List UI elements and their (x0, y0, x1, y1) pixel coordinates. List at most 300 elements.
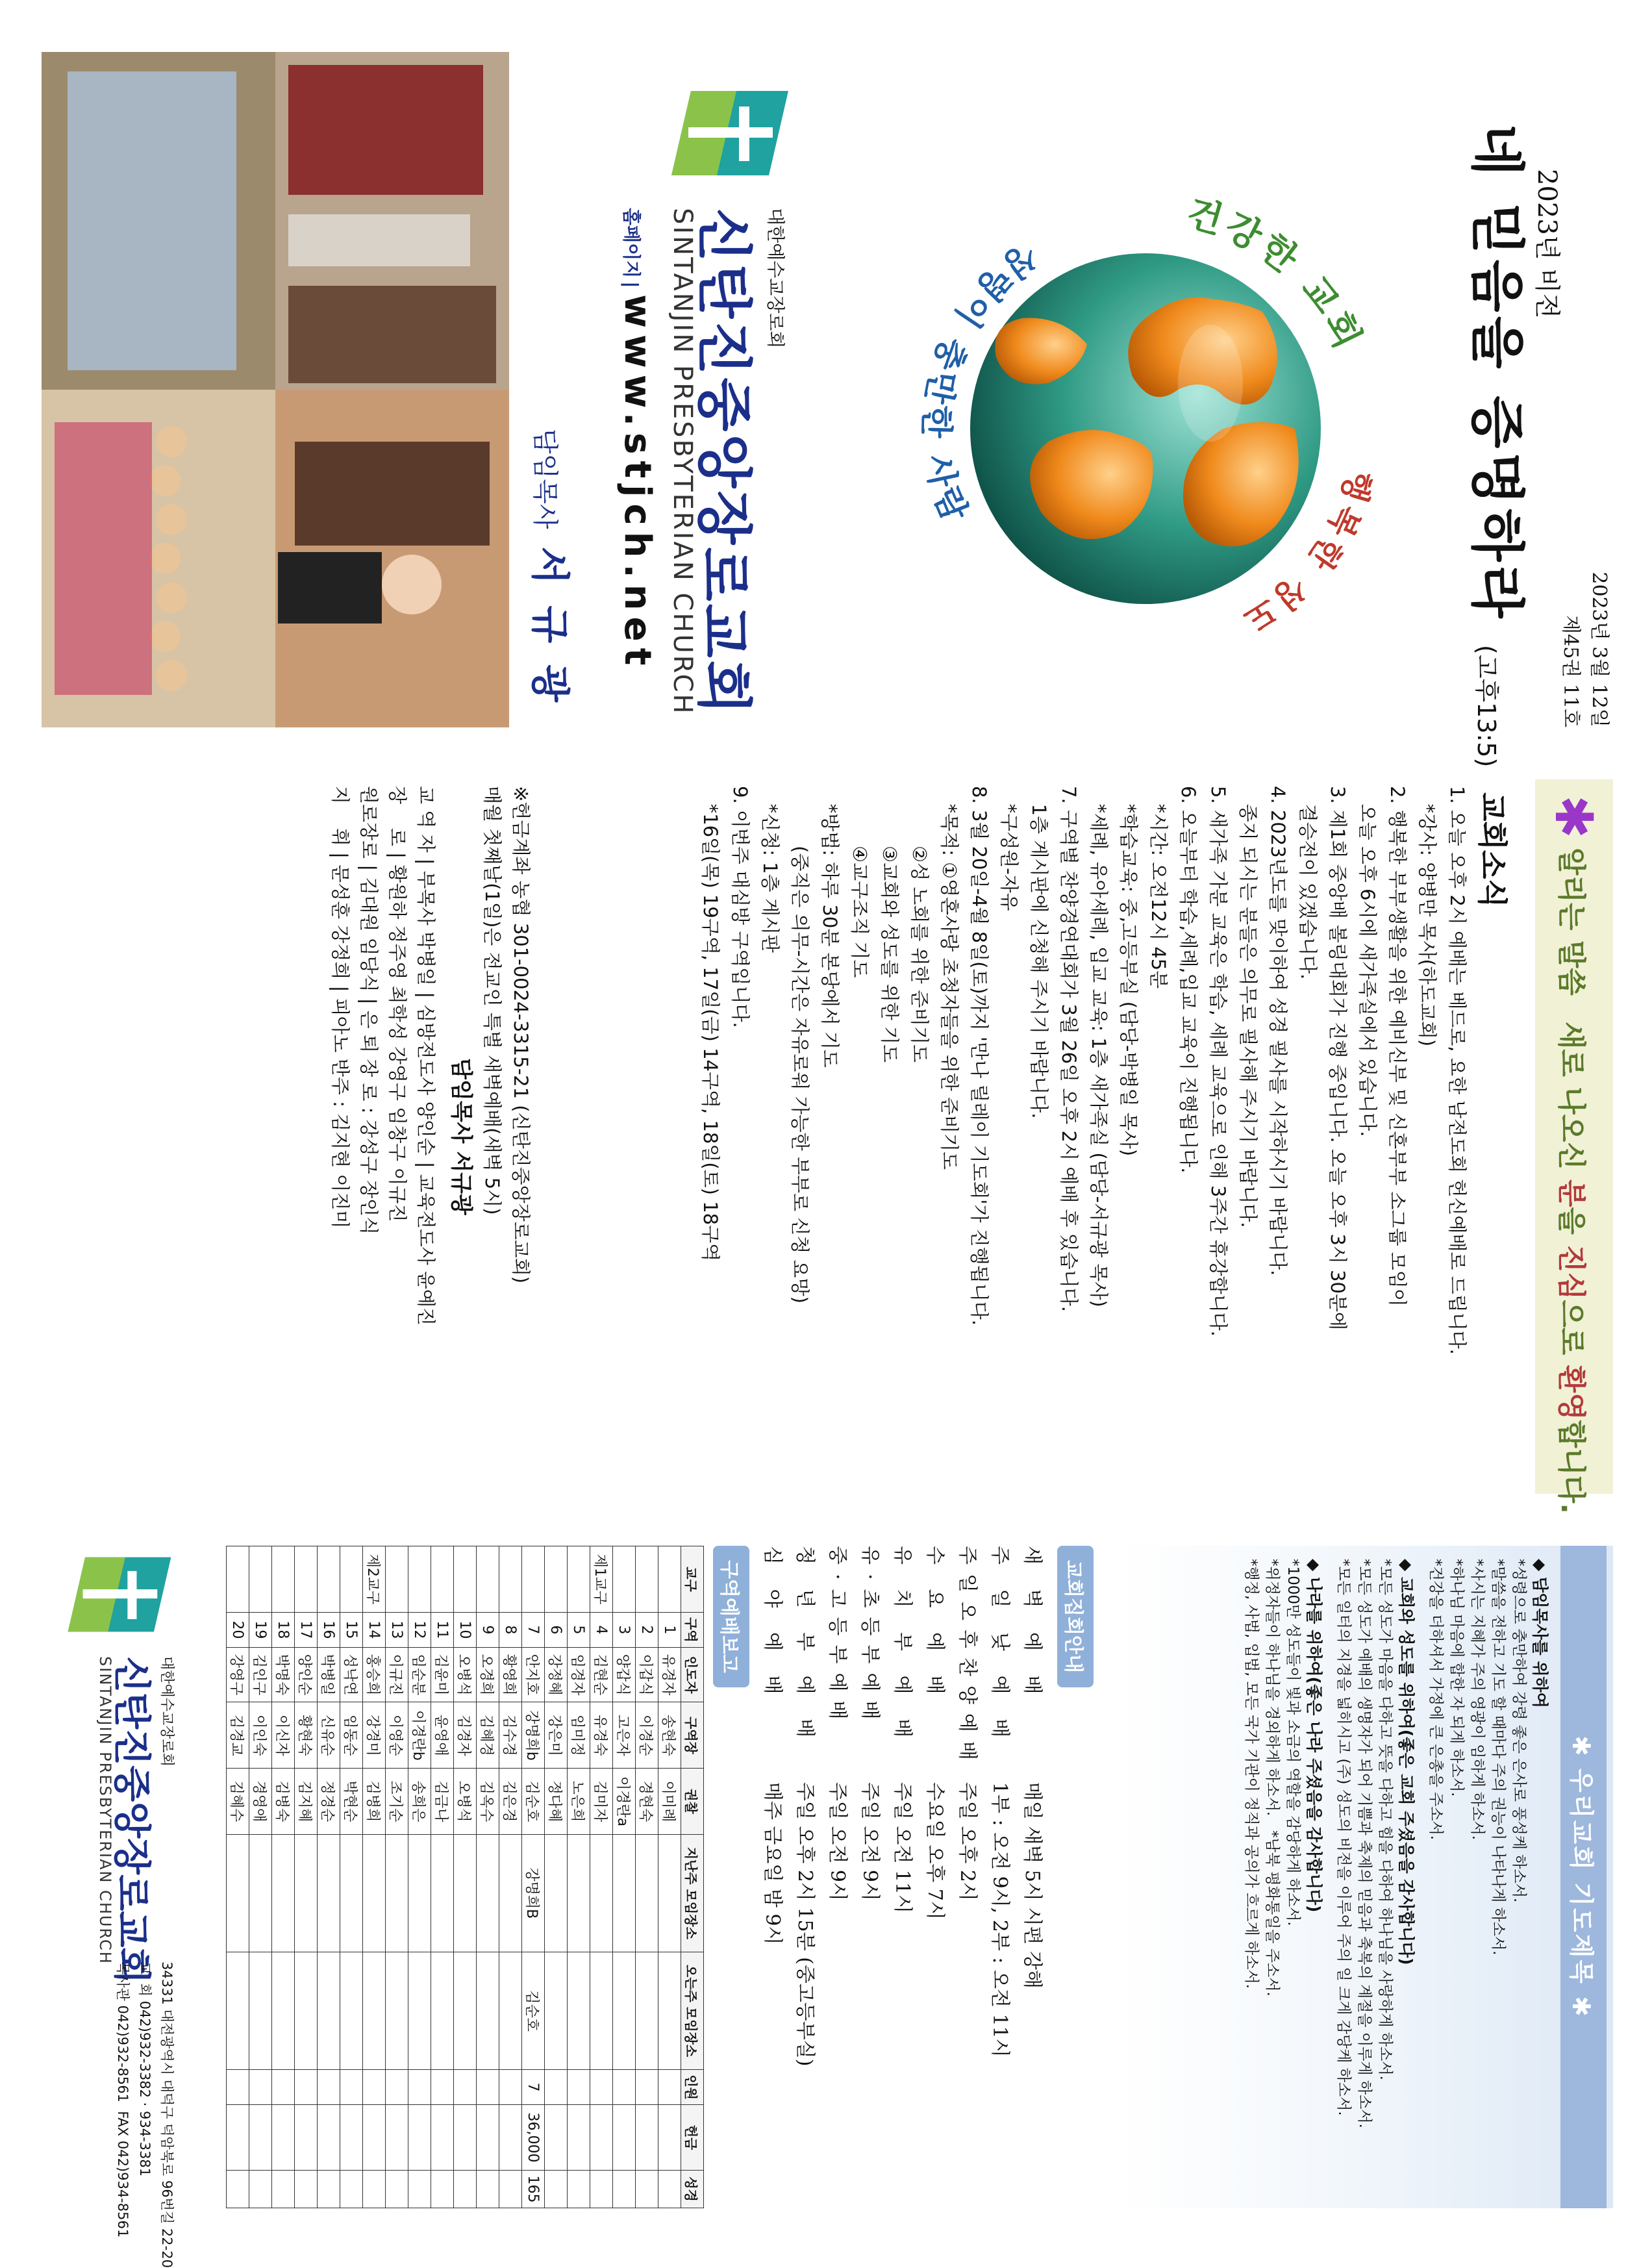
report-cell (499, 1834, 522, 1952)
staff-line: 원로장로 | 김대원 임당식 | 은 퇴 장 로 : 강성구 장인식 (358, 786, 380, 1235)
report-cell (499, 1952, 522, 2069)
worship-time: 매주 금요일 밤 9시 (761, 1782, 784, 1945)
prayer-item: *건강을 더하셔서 가정에 큰 은총을 주소서. (1427, 1559, 1444, 1841)
news-item: *강사: 양병만 목사(하도교회) (1416, 786, 1438, 1047)
worship-schedule (756, 1546, 1094, 2208)
report-cell: 안지호 (522, 1647, 545, 1702)
report-cell: 김인구 (249, 1647, 272, 1702)
report-row (340, 1546, 363, 2208)
report-row (613, 1546, 636, 2208)
news-item: 5. 새가족 가분 교육은 학습, 세례 교육으로 인해 3주간 휴강합니다. (1207, 786, 1229, 1337)
report-cell: 제1교구 (590, 1546, 613, 1613)
cover-panel (42, 52, 1613, 768)
news-item: 4. 2023년도를 맞이하여 성경 필사를 시작하시기 바랍니다. (1267, 786, 1289, 1276)
prayer-item: *성령으로 충만하여 강령 좋은 은사로 풍성케 하소서. (1510, 1559, 1527, 1903)
district-report (226, 1546, 749, 2208)
report-cell: 9 (477, 1612, 499, 1647)
report-cell (340, 2105, 363, 2171)
report-cell (568, 1834, 590, 1952)
vision-title (1462, 123, 1540, 767)
report-cell (477, 2105, 499, 2171)
report-cell (249, 1834, 272, 1952)
report-cell: 임미정 (568, 1702, 590, 1769)
report-cell (295, 1546, 318, 1613)
report-cell (249, 2171, 272, 2208)
news-item: *시간: 오전12시 45분 (1147, 786, 1170, 989)
worship-name: 심 야 예 배 (761, 1546, 784, 1704)
report-cell: 김지혜 (295, 1769, 318, 1834)
church-cross-logo-icon (665, 78, 795, 188)
footer-brand (55, 1546, 184, 2268)
report-row (454, 1546, 477, 2208)
report-cell (499, 2070, 522, 2105)
report-cell (295, 1834, 318, 1952)
news-panel (42, 779, 1613, 1514)
report-cell: 3 (613, 1612, 636, 1647)
vision-year: 2023년 비전 (1532, 169, 1562, 319)
worship-row (788, 1546, 821, 2079)
news-item: 1. 오늘 오후 2시 예배는 베드로, 요한 남전도회 헌신예배로 드립니다. (1446, 786, 1468, 1355)
report-header-cell: 성경 (681, 2171, 704, 2208)
report-cell (408, 1546, 431, 1613)
report-cell: 20 (227, 1612, 249, 1647)
report-cell: 윤영애 (431, 1702, 454, 1769)
report-cell (386, 1834, 408, 1952)
worship-row (821, 1546, 853, 2079)
report-cell: 임동순 (340, 1702, 363, 1769)
report-cell: 12 (408, 1612, 431, 1647)
report-cell: 1 (658, 1612, 681, 1647)
report-cell: 김옥수 (477, 1769, 499, 1834)
report-cell: 2 (636, 1612, 658, 1647)
cover-church-english: SINTANJIN PRESBYTERIAN CHURCH (668, 208, 697, 716)
prayer-item: *하나님 마음에 합한 자 되게 하소서. (1448, 1559, 1465, 1797)
report-header-cell: 구역 (681, 1612, 704, 1647)
report-cell (386, 1546, 408, 1613)
report-cell: 165 (522, 2171, 545, 2208)
report-cell (272, 1834, 295, 1952)
report-cell (568, 1952, 590, 2069)
report-row (522, 1546, 545, 2208)
report-cell: 8 (499, 1612, 522, 1647)
report-cell (363, 2171, 386, 2208)
report-cell (568, 2171, 590, 2208)
vision-scripture-ref: (고후13:5) (1472, 644, 1501, 768)
report-cell: 이경순 (636, 1702, 658, 1769)
report-header-cell: 교구 (681, 1546, 704, 1613)
report-cell: 이영순 (386, 1702, 408, 1769)
report-cell (318, 2105, 340, 2171)
report-row (431, 1546, 454, 2208)
report-cell: 36,000 (522, 2105, 545, 2171)
offering-account: ※헌금계좌 농협 301-0024-3315-21 (신탄진중앙장로교회) (510, 786, 532, 1284)
report-cell (318, 2171, 340, 2208)
report-cell (340, 2070, 363, 2105)
prayer-item: *모든 성도가 마음을 다하고 뜻을 다하고 힘을 다하여 하나님을 사랑하게 하소서. (1377, 1559, 1394, 2080)
worship-name: 중·고등부예배 (826, 1546, 849, 1729)
news-item: *방법: 하루 30분 본당에서 기도 (819, 786, 841, 1068)
report-cell (363, 1952, 386, 2069)
worship-row (983, 1546, 1016, 2079)
report-cell (272, 1546, 295, 1613)
worship-row (918, 1546, 951, 2079)
report-cell (477, 1834, 499, 1952)
report-cell (408, 2105, 431, 2171)
report-cell (658, 1546, 681, 1613)
report-cell (340, 2171, 363, 2208)
report-row (636, 1546, 658, 2208)
report-cell: 18 (272, 1612, 295, 1647)
worship-name: 수 요 예 배 (923, 1546, 946, 1704)
report-cell: 양인순 (295, 1647, 318, 1702)
news-item: *신청: 1층 게시판 (759, 786, 781, 953)
report-row (386, 1546, 408, 2208)
prayer-heading: ◆ 교회와 성도를 위하여(좋은 교회 주셨음을 감사합니다) (1397, 1559, 1416, 1965)
report-cell: 김경자 (454, 1702, 477, 1769)
report-cell (340, 1952, 363, 2069)
report-cell (499, 2105, 522, 2171)
report-cell (386, 2171, 408, 2208)
report-header-cell: 지난주 모임장소 (681, 1834, 704, 1952)
report-cell: 4 (590, 1612, 613, 1647)
report-cell: 유경숙 (590, 1702, 613, 1769)
report-cell: 박병일 (318, 1647, 340, 1702)
report-cell (227, 1834, 249, 1952)
arc-text-blue: 성령이 충만한 사람 (916, 234, 1045, 531)
report-cell: 강명희b (522, 1702, 545, 1769)
report-header-cell: 구역장 (681, 1702, 704, 1769)
news-item: 3. 제1회 중앙배 볼링대회가 진행 중입니다. 오늘 오후 3시 30분에 (1327, 786, 1349, 1330)
vision-title-text: 네 믿음을 증명하라 (1465, 123, 1529, 622)
report-cell (249, 1952, 272, 2069)
report-cell: 신유순 (318, 1702, 340, 1769)
report-cell (340, 1834, 363, 1952)
report-table (226, 1546, 704, 2208)
report-cell (477, 1546, 499, 1613)
report-cell (386, 2070, 408, 2105)
report-cell (636, 1952, 658, 2069)
report-cell (636, 2070, 658, 2105)
report-cell (477, 2070, 499, 2105)
news-item: ③교회와 성도를 위한 기도 (879, 786, 901, 1063)
report-cell (590, 1834, 613, 1952)
report-cell: 정경순 (318, 1769, 340, 1834)
worship-name: 주 일 낮 예 배 (988, 1546, 1011, 1747)
issue-info (1556, 572, 1613, 727)
report-cell (431, 1546, 454, 1613)
prayer-box (1120, 1546, 1613, 2208)
report-cell: 경영애 (249, 1769, 272, 1834)
report-cell (408, 1952, 431, 2069)
staff-list (326, 786, 440, 1487)
report-cell: 김경교 (227, 1702, 249, 1769)
report-cell: 이경란a (613, 1769, 636, 1834)
report-row (272, 1546, 295, 2208)
news-item: *구성원-자유 (998, 786, 1020, 911)
report-cell (408, 1834, 431, 1952)
report-cell (545, 1834, 568, 1952)
worship-name: 유 치 부 예 배 (891, 1546, 914, 1747)
arc-text-green: 건강한 교회 (1182, 192, 1371, 359)
worship-table (756, 1546, 1048, 2079)
report-cell: 강명희B (522, 1834, 545, 1952)
report-cell: 19 (249, 1612, 272, 1647)
report-cell (590, 2070, 613, 2105)
report-cell: 김혜수 (227, 1769, 249, 1834)
report-cell: 양갑식 (613, 1647, 636, 1702)
report-cell (408, 2070, 431, 2105)
report-cell: 황현숙 (295, 1702, 318, 1769)
report-row (590, 1546, 613, 2208)
news-item: (중직은 의무-시간은 자유로워 가능한 부부로 신청 요망) (789, 786, 811, 1304)
report-cell (454, 1834, 477, 1952)
staff-line: 지 휘 | 문성훈 강정희 | 피아노 반주 : 김지현 이진미 (329, 786, 351, 1229)
report-cell: 임경자 (568, 1647, 590, 1702)
report-cell (568, 2105, 590, 2171)
report-cell (590, 2105, 613, 2171)
footer-church-name: 신탄진중앙장로교회 (110, 1656, 154, 1984)
report-cell: 이미례 (658, 1769, 681, 1834)
report-cell: 김병숙 (272, 1769, 295, 1834)
report-cell (636, 1834, 658, 1952)
report-row (499, 1546, 522, 2208)
news-item: 오늘 오후 6시에 새가족실에서 있습니다. (1357, 786, 1379, 1137)
report-cell (636, 2105, 658, 2171)
staff-line: 장 로 | 황원하 정주영 최학성 강영구 임창구 이규진 (386, 786, 408, 1222)
globe-emblem (866, 149, 1425, 708)
cover-pastor-name: 서 규 광 (527, 546, 572, 707)
report-row (477, 1546, 499, 2208)
report-cell: 강정혜 (545, 1647, 568, 1702)
report-cell (658, 1952, 681, 2069)
report-cell (636, 2171, 658, 2208)
homepage-url[interactable]: www.stjch.net (616, 294, 658, 672)
prayer-title: ✱ 우리교회 기도제목 ✱ (1560, 1546, 1607, 2208)
report-cell: 14 (363, 1612, 386, 1647)
slogan-text: 새로 나오신 분을 진심으로 환영합니다. (1555, 1021, 1588, 1514)
news-item: ②성 노회를 위한 준비기도 (908, 786, 931, 1063)
report-cell: 강은미 (545, 1702, 568, 1769)
report-cell (227, 2171, 249, 2208)
report-cell (545, 1952, 568, 2069)
report-cell (454, 1546, 477, 1613)
homepage: 홈페이지 | www.stjch.net (616, 208, 658, 672)
report-cell (613, 2070, 636, 2105)
report-row (249, 1546, 272, 2208)
report-cell (477, 1952, 499, 2069)
report-cell: 유경자 (658, 1647, 681, 1702)
dawn-service-note: 매월 첫째날(1일)은 전교인 특별 새벽예배(새벽 5시) (481, 786, 503, 1215)
report-cell (568, 1546, 590, 1613)
report-cell (545, 2105, 568, 2171)
issue-number: 제45권 11호 (1559, 615, 1582, 727)
photo-collage-image (42, 52, 509, 727)
report-cell: 강영구 (227, 1647, 249, 1702)
report-cell (568, 2070, 590, 2105)
report-cell (431, 1952, 454, 2069)
report-cell: 13 (386, 1612, 408, 1647)
news-title: 교회소식 (1475, 792, 1510, 908)
worship-row (951, 1546, 983, 2079)
news-item: 2. 행복한 부부생활을 위한 예비신부 및 신혼부부 소그룹 모임이 (1386, 786, 1408, 1307)
cover-pastor (525, 429, 581, 706)
prayer-item: *행정, 사법, 입법, 모든 국가 기관이 정직과 공의가 흐르게 하소서. (1243, 1559, 1260, 1989)
footer-cross-logo-icon (61, 1546, 178, 1643)
report-cell (636, 1546, 658, 1613)
report-cell: 고은자 (613, 1702, 636, 1769)
worship-row (886, 1546, 918, 2079)
report-cell (499, 2171, 522, 2208)
worship-time: 주일 오전 9시 (858, 1782, 881, 1901)
report-cell: 김순호 (522, 1952, 545, 2069)
report-cell (454, 1952, 477, 2069)
report-cell (363, 1834, 386, 1952)
report-cell: 임순분 (408, 1647, 431, 1702)
news-item: 6. 오늘부터 학습,세례,입교 교육이 진행됩니다. (1177, 786, 1199, 1174)
cover-church-name: 신탄진중앙장로교회 (691, 208, 756, 717)
footer-church-english: SINTANJIN PRESBYTERIAN CHURCH (96, 1656, 114, 1965)
report-row (318, 1546, 340, 2208)
worship-section-tab: 교회집회안내 (1057, 1546, 1094, 1687)
report-cell (408, 2171, 431, 2208)
report-cell: 송현숙 (658, 1702, 681, 1769)
worship-time: 매일 새벽 5시 시편 강해 (1021, 1782, 1044, 1989)
report-cell (613, 2171, 636, 2208)
report-cell: 박명숙 (272, 1647, 295, 1702)
report-row (408, 1546, 431, 2208)
arc-text-red: 행복한 성도 (1234, 465, 1379, 642)
report-cell (658, 1834, 681, 1952)
worship-time: 주일 오후 2시 (956, 1782, 979, 1901)
report-cell (431, 2105, 454, 2171)
report-cell (272, 2171, 295, 2208)
asterisk-icon: ✱ (1544, 795, 1605, 839)
cover-denomination: 대한예수교장로회 (765, 208, 786, 349)
report-cell (658, 2105, 681, 2171)
report-cell (454, 2105, 477, 2171)
report-cell: 6 (545, 1612, 568, 1647)
worship-name: 주일오후찬양예배 (956, 1546, 979, 1769)
report-cell (340, 1546, 363, 1613)
report-cell: 김은경 (499, 1769, 522, 1834)
report-cell (249, 2105, 272, 2171)
report-row (227, 1546, 249, 2208)
prayer-item: *말씀을 전하고 기도 할 때마다 주의 권능이 나타나게 하소서. (1490, 1559, 1507, 1956)
report-cell (318, 1834, 340, 1952)
report-cell (295, 2105, 318, 2171)
news-item: *세례, 유아세례, 입교 교육: 1층 새가족실 (담당-서규광 목사) (1088, 786, 1110, 1307)
info-panel (42, 1546, 1613, 2268)
report-cell: 노은희 (568, 1769, 590, 1834)
homepage-label: 홈페이지 (621, 208, 642, 279)
news-item: 종지 되시는 분들은 의무로 필사해 주시기 바랍니다. (1237, 786, 1259, 1228)
worship-row (756, 1546, 788, 2079)
report-cell: 김미자 (590, 1769, 613, 1834)
report-cell (386, 2105, 408, 2171)
report-cell: 경현숙 (636, 1769, 658, 1834)
report-cell (545, 2070, 568, 2105)
prayer-heading: ◆ 나라를 위하여(좋은 나라 주셨음을 감사합니다) (1305, 1559, 1323, 1913)
report-cell (318, 1952, 340, 2069)
report-cell (545, 2171, 568, 2208)
report-cell (545, 1546, 568, 1613)
report-cell: 김현순 (590, 1647, 613, 1702)
report-cell: 김혜경 (477, 1702, 499, 1769)
report-row (363, 1546, 386, 2208)
news-item: *학습교육: 중,고등부실 (담당-박병일 목사) (1118, 786, 1140, 1157)
prayer-list (1241, 1559, 1553, 2195)
report-cell (431, 2070, 454, 2105)
report-cell: 오병석 (454, 1647, 477, 1702)
report-cell (295, 2171, 318, 2208)
worship-time: 주일 오후 2시 15분 (중고등부실) (794, 1782, 816, 2067)
news-item: *목적: ①영혼사랑 초청자들을 위한 준비기도 (938, 786, 960, 1170)
report-cell: 홍승희 (363, 1647, 386, 1702)
slogan-bar (1535, 779, 1613, 1514)
report-cell: 강경미 (363, 1702, 386, 1769)
report-cell (658, 2171, 681, 2208)
worship-time: 1부 : 오전 9시, 2부 : 오전 11시 (988, 1782, 1011, 2058)
prayer-item: *1000만 성도들이 빛과 소금의 역할을 감당하게 하소서. (1284, 1559, 1301, 1926)
report-cell: 김윤미 (431, 1647, 454, 1702)
report-row (295, 1546, 318, 2208)
news-item: 8. 3월 20일-4월 8일(토)까지 '만나 릴레이 기도회'가 진행됩니다. (968, 786, 990, 1326)
report-row (545, 1546, 568, 2208)
report-cell: 김병희 (363, 1769, 386, 1834)
report-cell: 오경희 (477, 1647, 499, 1702)
report-cell: 7 (522, 1612, 545, 1647)
report-cell (272, 2105, 295, 2171)
worship-row (1016, 1546, 1048, 2079)
issue-date: 2023년 3월 12일 (1588, 572, 1610, 727)
slogan-label: 알리는 말씀 (1555, 848, 1588, 996)
report-cell (522, 1546, 545, 1613)
report-cell: 황영희 (499, 1647, 522, 1702)
report-cell: 박현순 (340, 1769, 363, 1834)
report-cell: 제2교구 (363, 1546, 386, 1613)
staff-line: 교 역 자 | 부목사 박병일 | 심방전도사 양인순 | 교육전도사 윤예진 (415, 786, 437, 1326)
report-cell: 10 (454, 1612, 477, 1647)
worship-name: 청 년 부 예 배 (794, 1546, 816, 1747)
report-header-cell: 오는주 모임장소 (681, 1952, 704, 2069)
worship-time: 주일 오전 11시 (891, 1782, 914, 1913)
worship-row (853, 1546, 886, 2079)
news-item: 9. 이번주 대심방 구역입니다. (729, 786, 751, 1028)
report-cell (386, 1952, 408, 2069)
report-cell (272, 1952, 295, 2069)
report-cell (613, 1546, 636, 1613)
report-cell: 김금나 (431, 1769, 454, 1834)
report-cell (590, 2171, 613, 2208)
report-cell: 이갑식 (636, 1647, 658, 1702)
report-cell (658, 2070, 681, 2105)
report-cell (318, 2070, 340, 2105)
report-cell: 정다혜 (545, 1769, 568, 1834)
report-cell (249, 2070, 272, 2105)
report-row (658, 1546, 681, 2208)
report-cell (613, 2105, 636, 2171)
news-list (694, 786, 1470, 1487)
report-cell: 이규진 (386, 1647, 408, 1702)
report-cell (227, 2070, 249, 2105)
news-item: 결승전이 있겠습니다. (1297, 786, 1319, 980)
report-cell: 이신자 (272, 1702, 295, 1769)
worship-name: 새 벽 예 배 (1021, 1546, 1044, 1704)
report-header-cell: 인원 (681, 2070, 704, 2105)
report-cell (272, 2070, 295, 2105)
offering-and-staff (326, 786, 535, 1487)
report-cell (363, 2105, 386, 2171)
